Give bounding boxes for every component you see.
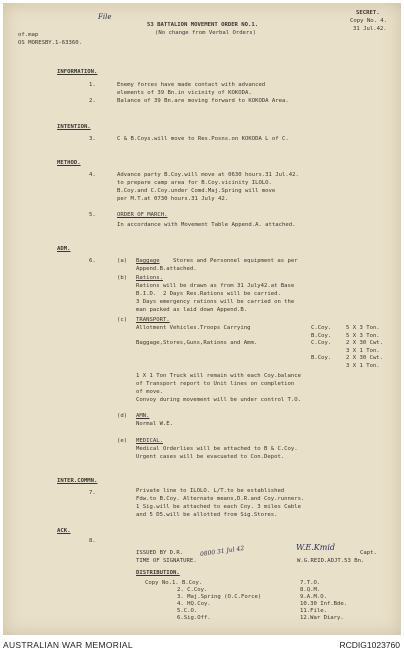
transport-unit: C.Coy. [311, 340, 332, 346]
subheading: Rations. [136, 275, 163, 281]
order-date: 31 Jul.42. [353, 26, 387, 32]
transport-qty: 2 X 30 Cwt. [346, 340, 384, 346]
para-text: Fdw.to B.Coy. Alternate means,D.R.and Coy.runners. [136, 496, 305, 502]
transport-qty: 5 X 3 Ton. [346, 333, 380, 339]
adjutant-name: W.G.REID.ADJT.53 Bn. [297, 558, 365, 564]
archive-credit: AUSTRALIAN WAR MEMORIAL [3, 640, 133, 650]
distribution-item: 10.30 Inf.Bde. [300, 601, 348, 607]
order-subtitle: (No change from Verbal Orders) [155, 30, 257, 36]
transport-qty: 3 X 1 Ton. [346, 348, 380, 354]
capt-label: Capt. [360, 550, 377, 556]
para-text: 1 Sig.will be attached to each Coy. 3 miles Cable [136, 504, 302, 510]
para-text: Enemy forces have made contact with advanced [117, 82, 266, 88]
para-text: B.Coy.and C.Coy.under Comd.Maj.Spring will move [117, 188, 276, 194]
map-ref-label: of.map [18, 32, 39, 38]
distribution-heading: DISTRIBUTION. [136, 570, 180, 576]
sub-para-letter: (d) [117, 413, 128, 419]
subheading: TRANSPORT. [136, 317, 170, 323]
para-text: Allotment Vehicles.Troops Carrying [136, 325, 251, 331]
archive-footer [0, 636, 404, 654]
para-text: man packed as laid down Append.B. [136, 307, 248, 313]
para-text: Normal W.E. [136, 421, 174, 427]
para-text: of Transport report to Unit lines on completion [136, 381, 295, 387]
transport-unit: B.Coy. [311, 333, 332, 339]
section-information: INFORMATION. [57, 69, 98, 75]
distribution-item: 9.A.M.O. [300, 594, 327, 600]
distribution-item: 12.War Diary. [300, 615, 344, 621]
distribution-item: 8.Q.M. [300, 587, 321, 593]
subheading: AMN. [136, 413, 150, 419]
issued-by: ISSUED BY D.R. [136, 550, 184, 556]
distribution-item: 5.C.O. [177, 608, 198, 614]
transport-unit: B.Coy. [311, 355, 332, 361]
para-text: Stores and Personnel equipment as per [173, 258, 298, 264]
para-text: 1 X 1 Ton Truck will remain with each Coy.balance [136, 373, 302, 379]
distribution-item: 11.File. [300, 608, 327, 614]
distribution-item: 4. HQ.Coy. [177, 601, 211, 607]
para-number: 1. [89, 82, 96, 88]
para-text: elements of 39 Bn.in vicinity of KOKODA. [117, 90, 252, 96]
map-ref: OS MORESBY.1-63360. [18, 40, 82, 46]
para-number: 8. [89, 538, 96, 544]
para-text: of move. [136, 389, 163, 395]
order-title: 53 BATTALION MOVEMENT ORDER NO.1. [147, 22, 259, 28]
para-text: In accordance with Movement Table Append.A. attached. [117, 222, 296, 228]
para-text: C & B.Coys.will move to Res.Posns.on KOKODA L of C. [117, 136, 289, 142]
section-ack: ACK. [57, 528, 71, 534]
secret-label: SECRET. [356, 10, 380, 16]
section-method: METHOD. [57, 160, 81, 166]
transport-qty: 3 X 1 Ton. [346, 363, 380, 369]
sub-para-letter: (a) [117, 258, 128, 264]
para-text: to prepare camp area for B.Coy.vicinity ILOLO. [117, 180, 272, 186]
time-of-signature-label: TIME OF SIGNATURE. [136, 558, 197, 564]
section-inter-comm: INTER.COMMN. [57, 478, 98, 484]
para-number: 2. [89, 98, 96, 104]
sub-para-letter: (e) [117, 438, 128, 444]
section-adm: ADM. [57, 246, 71, 252]
sub-para-letter: (c) [117, 317, 128, 323]
signature: W.E.Kmid [296, 543, 335, 552]
para-text: Medical Orderlies will be attached to B & C.Coy. [136, 446, 298, 452]
subheading: ORDER OF MARCH. [117, 212, 168, 218]
subheading: Baggage [136, 258, 160, 264]
subheading: MEDICAL. [136, 438, 163, 444]
para-text: Baggage,Stores,Guns,Rations and Amm. [136, 340, 258, 346]
para-text: 3 Days emergency rations will be carried on the [136, 299, 295, 305]
transport-qty: 2 X 30 Cwt. [346, 355, 384, 361]
para-number: 5. [89, 212, 96, 218]
distribution-item: 6.Sig.Off. [177, 615, 211, 621]
para-text: Append.B.attached. [136, 266, 197, 272]
para-text: Rations will be drawn as from 31 July42.at Base [136, 283, 295, 289]
record-id: RCDIG1023760 [339, 640, 400, 650]
para-text: Urgent cases will be evacuated to Con.Depot. [136, 454, 285, 460]
section-intention: INTENTION. [57, 124, 91, 130]
para-text: Private line to ILOLO. L/T.to be established [136, 488, 285, 494]
transport-unit: C.Coy. [311, 325, 332, 331]
para-text: Convoy during movement will be under control T.O. [136, 397, 302, 403]
para-text: per M.T.at 0730 hours.31 July 42. [117, 196, 229, 202]
para-number: 4. [89, 172, 96, 178]
distribution-item: Copy No.1. B.Coy. [145, 580, 203, 586]
para-number: 3. [89, 136, 96, 142]
handwritten-file-note: File [98, 13, 112, 21]
para-text: B.I.D. 2 Days Res.Rations will be carried. [136, 291, 281, 297]
para-text: and 5 D5.will be allotted from Sig.Stores. [136, 512, 278, 518]
copy-number: Copy No. 4. [350, 18, 388, 24]
para-text: Advance party B.Coy.will move at 0630 hours.31 Jul.42. [117, 172, 299, 178]
handwritten-time: 0800 31 Jul 42 [199, 544, 245, 559]
sub-para-letter: (b) [117, 275, 128, 281]
para-number: 7. [89, 490, 96, 496]
para-number: 6. [89, 258, 96, 264]
distribution-item: 3. Maj.Spring (O.C.Force) [177, 594, 262, 600]
distribution-item: 7.T.O. [300, 580, 321, 586]
distribution-item: 2. C.Coy. [177, 587, 208, 593]
para-text: Balance of 39 Bn.are moving forward to KOKODA Area. [117, 98, 289, 104]
transport-qty: 5 X 3 Ton. [346, 325, 380, 331]
